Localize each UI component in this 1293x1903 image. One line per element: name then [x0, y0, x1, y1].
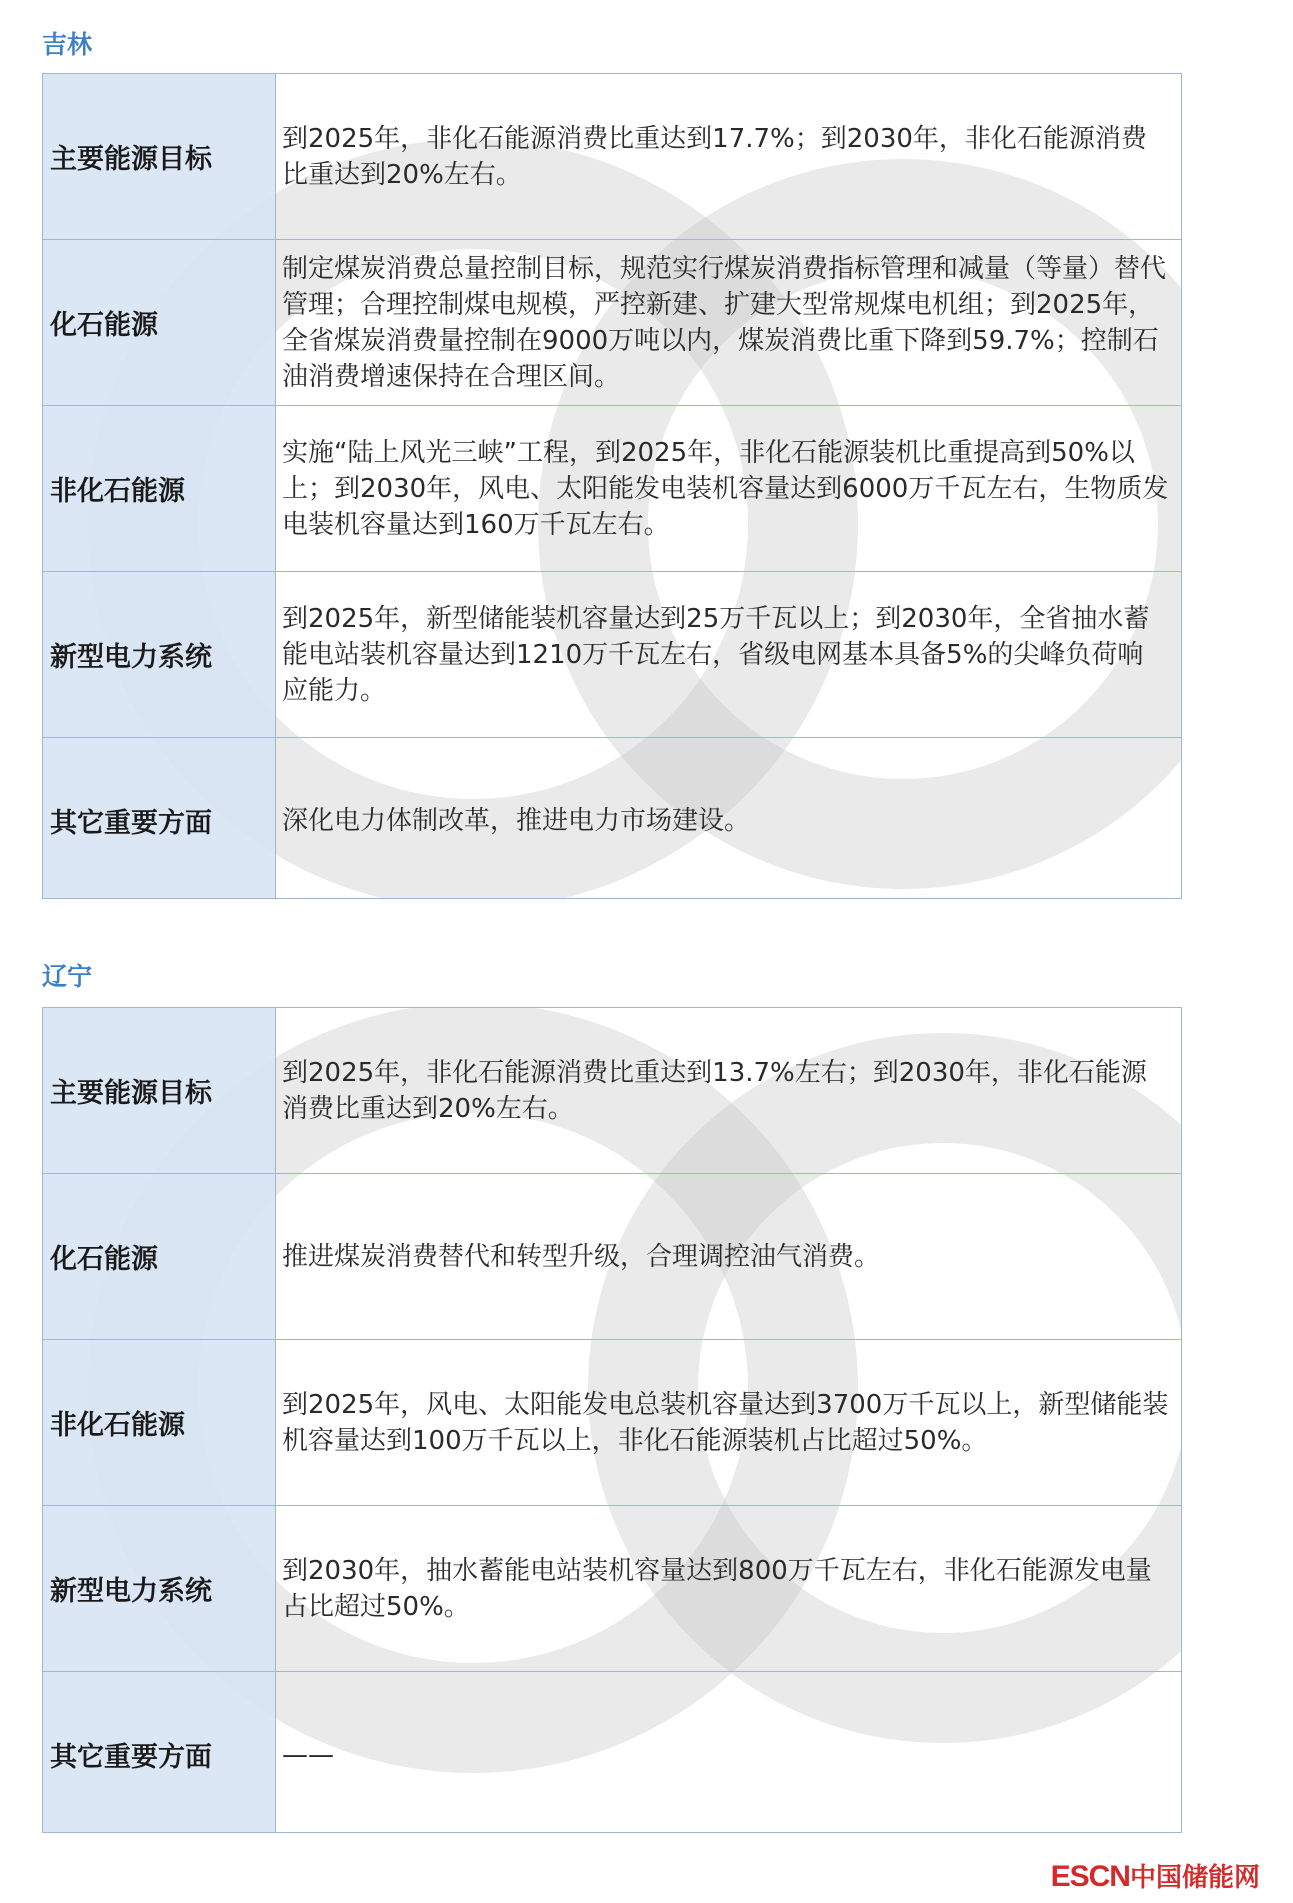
row-text: 到2030年，抽水蓄能电站装机容量达到800万千瓦左右，非化石能源发电量占比超过50%。: [282, 1555, 1152, 1622]
section-title-jilin: 吉林: [42, 30, 93, 59]
logo-chinese: 中国储能网: [1129, 1862, 1260, 1892]
table-row: [43, 1672, 1181, 1833]
row-label: 化石能源: [43, 1174, 276, 1339]
table-jilin: [42, 73, 1182, 899]
row-label: 化石能源: [43, 240, 276, 405]
row-label: 非化石能源: [43, 1340, 276, 1505]
logo-latin: ESCN: [1050, 1860, 1130, 1893]
row-text: 到2025年，新型储能装机容量达到25万千瓦以上；到2030年，全省抽水蓄能电站装机容量达到1210万千瓦左右，省级电网基本具备5%的尖峰负荷响应能力。: [282, 603, 1150, 706]
row-content: [276, 240, 1181, 405]
row-content: [276, 572, 1181, 737]
row-content: [276, 1008, 1181, 1173]
table-row: [43, 572, 1181, 738]
row-content: [276, 74, 1181, 239]
table-liaoning: [42, 1007, 1182, 1833]
table-row: [43, 1506, 1181, 1672]
row-text: 到2025年，风电、太阳能发电总装机容量达到3700万千瓦以上，新型储能装机容量达到100万千瓦以上，非化石能源装机占比超过50%。: [282, 1389, 1169, 1456]
row-label: 其它重要方面: [43, 738, 276, 899]
row-text: 到2025年，非化石能源消费比重达到17.7%；到2030年，非化石能源消费比重达到20%左右。: [282, 123, 1147, 190]
row-text: 推进煤炭消费替代和转型升级，合理调控油气消费。: [282, 1241, 881, 1272]
table-row: [43, 240, 1181, 406]
escn-logo: [1051, 1857, 1260, 1894]
table-row: [43, 1340, 1181, 1506]
row-content: [276, 1672, 1181, 1833]
row-content: [276, 406, 1181, 571]
row-label: 主要能源目标: [43, 1008, 276, 1173]
row-label: 主要能源目标: [43, 74, 276, 239]
row-label: 新型电力系统: [43, 572, 276, 737]
table-row: [43, 406, 1181, 572]
section-title-liaoning: 辽宁: [42, 962, 93, 991]
row-text: ——: [282, 1739, 334, 1770]
row-content: [276, 738, 1181, 899]
table-row: [43, 1008, 1181, 1174]
row-label: 非化石能源: [43, 406, 276, 571]
row-text: 到2025年，非化石能源消费比重达到13.7%左右；到2030年，非化石能源消费比重达到20%左右。: [282, 1057, 1147, 1124]
table-row: [43, 74, 1181, 240]
row-text: 实施“陆上风光三峡”工程，到2025年，非化石能源装机比重提高到50%以上；到2030年，风电、太阳能发电装机容量达到6000万千瓦左右，生物质发电装机容量达到160万千瓦左右。: [282, 437, 1169, 540]
row-text: 制定煤炭消费总量控制目标，规范实行煤炭消费指标管理和减量（等量）替代管理；合理控制煤电规模，严控新建、扩建大型常规煤电机组；到2025年，全省煤炭消费量控制在9000万吨以内，煤炭消费比重下降到59.7%；控制石油消费增速保持在合理区间。: [282, 253, 1167, 392]
row-content: [276, 1506, 1181, 1671]
table-row: [43, 1174, 1181, 1340]
row-content: [276, 1174, 1181, 1339]
table-row: [43, 738, 1181, 899]
row-label: 新型电力系统: [43, 1506, 276, 1671]
row-label: 其它重要方面: [43, 1672, 276, 1833]
row-text: 深化电力体制改革，推进电力市场建设。: [282, 805, 751, 836]
row-content: [276, 1340, 1181, 1505]
